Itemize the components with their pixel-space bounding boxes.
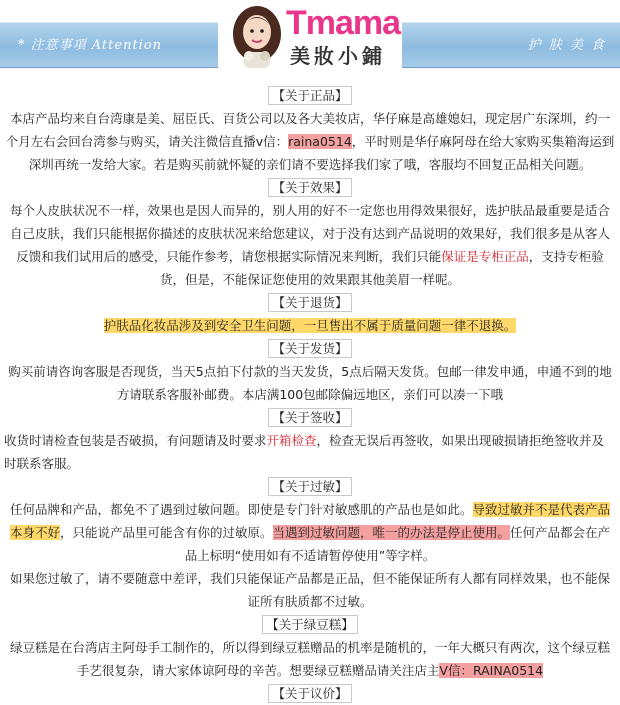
authentic-paragraph: 本店产品均来自台湾康是美、屈臣氏、百货公司以及各大美妆店，华仔麻是高雄媳妇，现定居广东深圳，约一个月左右会回台湾参与购买，请关注微信直播v信：raina0514，平时则是华仔麻阿母在给大家购买集箱海运到深圳再统一发给大家。若是购买前就怀疑的亲们请不要选择我们家了哦，客服均不回复正品相关问题。 [5, 111, 615, 172]
section-header-mungbean: 【关于绿豆糕】 [4, 613, 616, 636]
section-header-authentic: 【关于正品】 [4, 84, 616, 107]
mungbean-paragraph: 绿豆糕是在台湾店主阿母手工制作的，所以得到绿豆糕赠品的机率是随机的，一年大概只有两次，这个绿豆糕手艺很复杂，请大家体谅阿母的辛苦。想要绿豆糕赠品请关注店主V信：RAINA0514 [9, 640, 610, 678]
attention-label: * 注意事項 Attention [18, 38, 163, 53]
wechat-id: raina0514 [288, 134, 352, 149]
section-header-allergy: 【关于过敏】 [4, 475, 616, 498]
avatar-icon [230, 4, 284, 70]
allergy-paragraph-2: 如果您过敏了，请不要随意中差评，我们只能保证产品都是正品，但不能保证所有人都有同样效果，也不能保证所有肤质都不过敏。 [9, 571, 610, 609]
open-box-check: 开箱检查 [266, 433, 317, 448]
effect-paragraph: 每个人皮肤状况不一样，效果也是因人而异的，别人用的好不一定您也用得效果很好，选护肤品最重要是适合自己皮肤，我们只能根据你描述的皮肤状况来给您建议，对于没有达到产品说明的效果好，我们很多是从客人反馈和我们试用后的感受，只能作参考，请您根据实际情况来判断，我们只能保证是专柜正品，支持专柜验货，但是，不能保证您使用的效果跟其他美眉一样呢。 [9, 203, 610, 287]
logo-subtitle: 美妝小鋪 [290, 44, 386, 68]
allergy-paragraph: 任何品牌和产品，都免不了遇到过敏问题。即使是专门针对敏感肌的产品也是如此。导致过敏并不是代表产品本身不好，只能说产品里可能含有你的过敏原。当遇到过敏问题，唯一的办法是停止使用。任何产品都会在产品上标明“使用如有不适请暂停使用”等字样。 [9, 502, 611, 563]
header-banner [0, 0, 620, 80]
section-header-shipping: 【关于发货】 [4, 337, 616, 360]
section-header-return: 【关于退货】 [4, 291, 616, 314]
logo-title: Tmama [286, 4, 401, 42]
section-header-bargain: 【关于议价】 [4, 682, 616, 705]
wechat-id-2: V信：RAINA0514 [439, 663, 544, 678]
section-header-effect: 【关于效果】 [4, 176, 616, 199]
section-header-receipt: 【关于签收】 [4, 406, 616, 429]
authentic-guarantee: 保证是专柜正品 [441, 249, 529, 264]
receipt-paragraph: 收货时请检查包装是否破损，有问题请及时要求开箱检查，检查无误后再签收，如果出现破损请拒绝签收并及时联系客服。 [4, 433, 605, 471]
category-label: 护 肤 美 食 [527, 38, 606, 53]
return-paragraph: 护肤品化妆品涉及到安全卫生问题，一旦售出不属于质量问题一律不退换。 [103, 318, 517, 333]
notice-content [4, 84, 616, 705]
shipping-paragraph: 购买前请咨询客服是否现货，当天5点拍下付款的当天发货，5点后隔天发货。包邮一律发申通，申通不到的地方请联系客服补邮费。本店满100包邮除偏远地区，亲们可以凑一下哦 [8, 364, 612, 402]
